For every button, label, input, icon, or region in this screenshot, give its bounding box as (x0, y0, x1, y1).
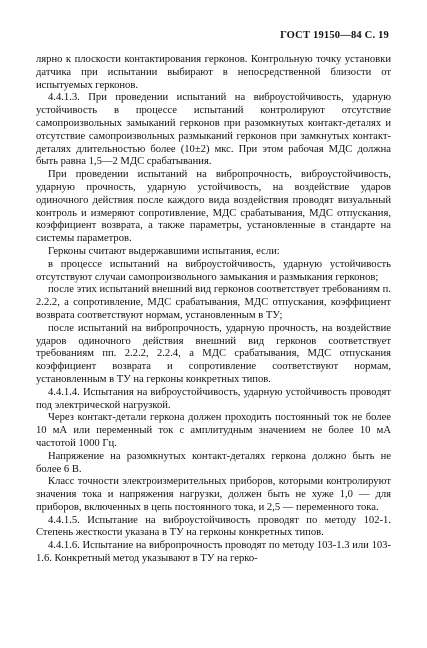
paragraph: 4.4.1.4. Испытания на виброустойчивость, ударную устойчивость проводят под электрической нагрузкой. (36, 386, 391, 411)
paragraph: Напряжение на разомкнутых контакт-деталях геркона должно быть не более 6 В. (36, 450, 391, 475)
paragraph: 4.4.1.6. Испытание на вибропрочность проводят по методу 103-1.3 или 103-1.6. Конкретный метод указывают в ТУ на герко- (36, 540, 391, 565)
paragraph: после испытаний на вибропрочность, ударную прочность, на воздействие ударов одиночного действия внешний вид герконов соответствует требованиям пп. 2.2.2, 2.2.4, а МДС срабатывания, МДС отпускания коэффициент возврата и сопротивление соответствуют нормам, установленным в ТУ на герконы конкретных типов. (36, 322, 391, 385)
paragraph: после этих испытаний внешний вид герконов соответствует требованиям п. 2.2.2, а сопротивление, МДС срабатывания, МДС отпускания, коэффициент возврата соответствуют нормам, установленным в ТУ; (36, 284, 391, 321)
paragraph: Через контакт-детали геркона должен проходить постоянный ток не более 10 мА или переменный ток с амплитудным значением не более 10 мА частотой 1000 Гц. (36, 412, 391, 449)
paragraph: в процессе испытаний на виброустойчивость, ударную устойчивость отсутствуют случаи самопроизвольного замыкания и размыкания герконов; (36, 258, 391, 283)
paragraph: При проведении испытаний на вибропрочность, виброустойчивость, ударную прочность, ударную устойчивость, на воздействие ударов одиночного действия после каждого вида воздействия проводят визуальный контроль и измеряют сопротивление, МДС срабатывания, МДС отпускания, коэффициент возврата, а также параметры, установленные в стандарте на системы параметров. (36, 169, 391, 245)
paragraph: Герконы считают выдержавшими испытания, если: (48, 245, 280, 257)
paragraph: Класс точности электроизмерительных приборов, которыми контролируют значения тока и напряжения нагрузки, должен быть не хуже 1,0 — для приборов, включенных в цепь постоянного тока, и 2,5 — переменного тока. (36, 476, 391, 513)
paragraph: 4.4.1.5. Испытание на виброустойчивость проводят по методу 102-1. Степень жесткости указана в ТУ на герконы конкретных типов. (36, 514, 391, 539)
page-header: ГОСТ 19150—84 С. 19 (280, 30, 389, 41)
paragraph: лярно к плоскости контактирования герконов. Контрольную точку установки датчика при испытании выбирают в непосредственной близости от испытуемых герконов. (36, 54, 391, 91)
paragraph: 4.4.1.3. При проведении испытаний на виброустойчивость, ударную устойчивость в процессе испытаний контролируют отсутствие самопроизвольных замыканий герконов при разомкнутых контакт-деталях и отсутствие самопроизвольных размыканий герконов при замкнутых контакт-деталях длительностью более (10±2) мкс. При этом рабочая МДС должна быть равна 1,5—2 МДС срабатывания. (36, 92, 391, 168)
document-body (36, 54, 391, 566)
